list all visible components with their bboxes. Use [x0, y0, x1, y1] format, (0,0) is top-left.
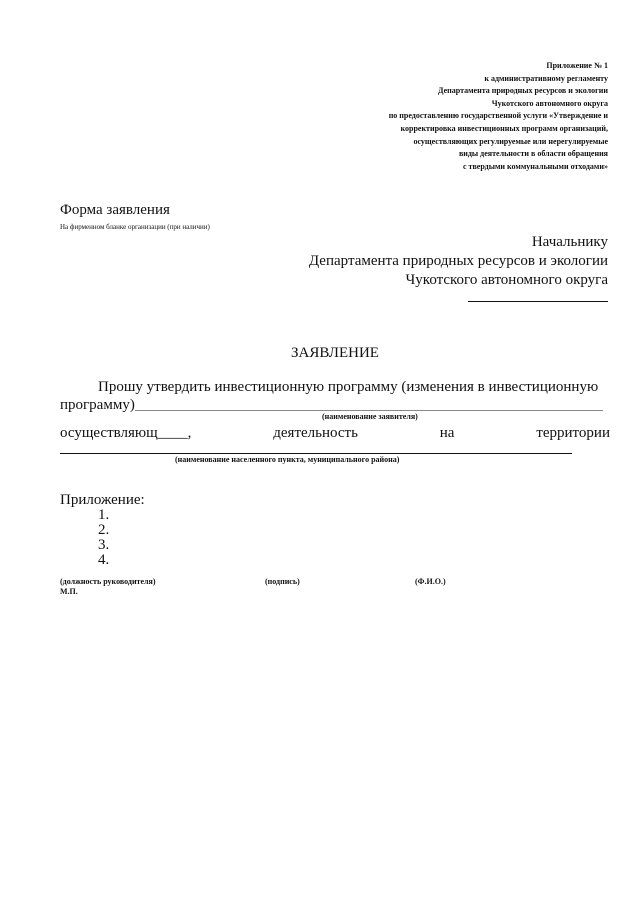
signature-name-caption: (Ф.И.О.): [415, 577, 446, 586]
body-text-line-1: Прошу утвердить инвестиционную программу (изменения в инвестиционную: [98, 379, 599, 395]
document-title: ЗАЯВЛЕНИЕ: [291, 345, 379, 361]
recipient-line: Чукотского автономного округа: [405, 272, 608, 288]
locality-caption: (наименование населенного пункта, муниципального района): [175, 455, 400, 464]
list-item: 3.: [98, 537, 110, 553]
header-line: к административному регламенту: [484, 73, 608, 83]
header-line: Чукотского автономного округа: [491, 98, 608, 108]
row3-word: осуществляющ____,: [60, 425, 192, 441]
list-item: 1.: [98, 507, 110, 523]
applicant-caption: (наименование заявителя): [322, 412, 418, 421]
locality-blank-line: [60, 453, 572, 454]
header-line: корректировка инвестиционных программ организаций,: [400, 123, 608, 133]
stamp-placeholder: М.П.: [60, 587, 78, 596]
list-item: 2.: [98, 522, 110, 538]
header-line: Приложение № 1: [546, 61, 608, 70]
signature-position-caption: (должность руководителя): [60, 577, 156, 586]
form-note: На фирменном бланке организации (при наличии): [60, 223, 210, 231]
header-line: виды деятельности в области обращения: [458, 149, 608, 159]
recipient-line: Департамента природных ресурсов и экологии: [308, 253, 608, 269]
row3-word: на: [439, 425, 455, 441]
header-line: с твердыми коммунальными отходами»: [462, 161, 608, 171]
list-item: 4.: [98, 552, 110, 568]
body-text-line-2: программу): [60, 397, 135, 413]
annex-label: Приложение:: [60, 492, 145, 508]
document-header: [288, 60, 608, 173]
recipient-blank-line: [468, 301, 608, 302]
annex-list: [98, 508, 109, 568]
header-line: по предоставлению государственной услуги «Утверждение и: [388, 111, 608, 121]
signature-sign-caption: (подпись): [265, 577, 300, 586]
recipient-block: [309, 233, 608, 290]
applicant-blank-line: [135, 410, 603, 411]
body-text-line-3: [60, 425, 610, 442]
header-line: Департамента природных ресурсов и экологии: [437, 86, 608, 96]
recipient-line: Начальнику: [531, 234, 608, 250]
header-line: осуществляющих регулируемые или нерегулируемые: [413, 136, 608, 146]
row3-word: территории: [536, 425, 610, 441]
row3-word: деятельность: [273, 425, 358, 441]
form-title: Форма заявления: [60, 202, 170, 218]
